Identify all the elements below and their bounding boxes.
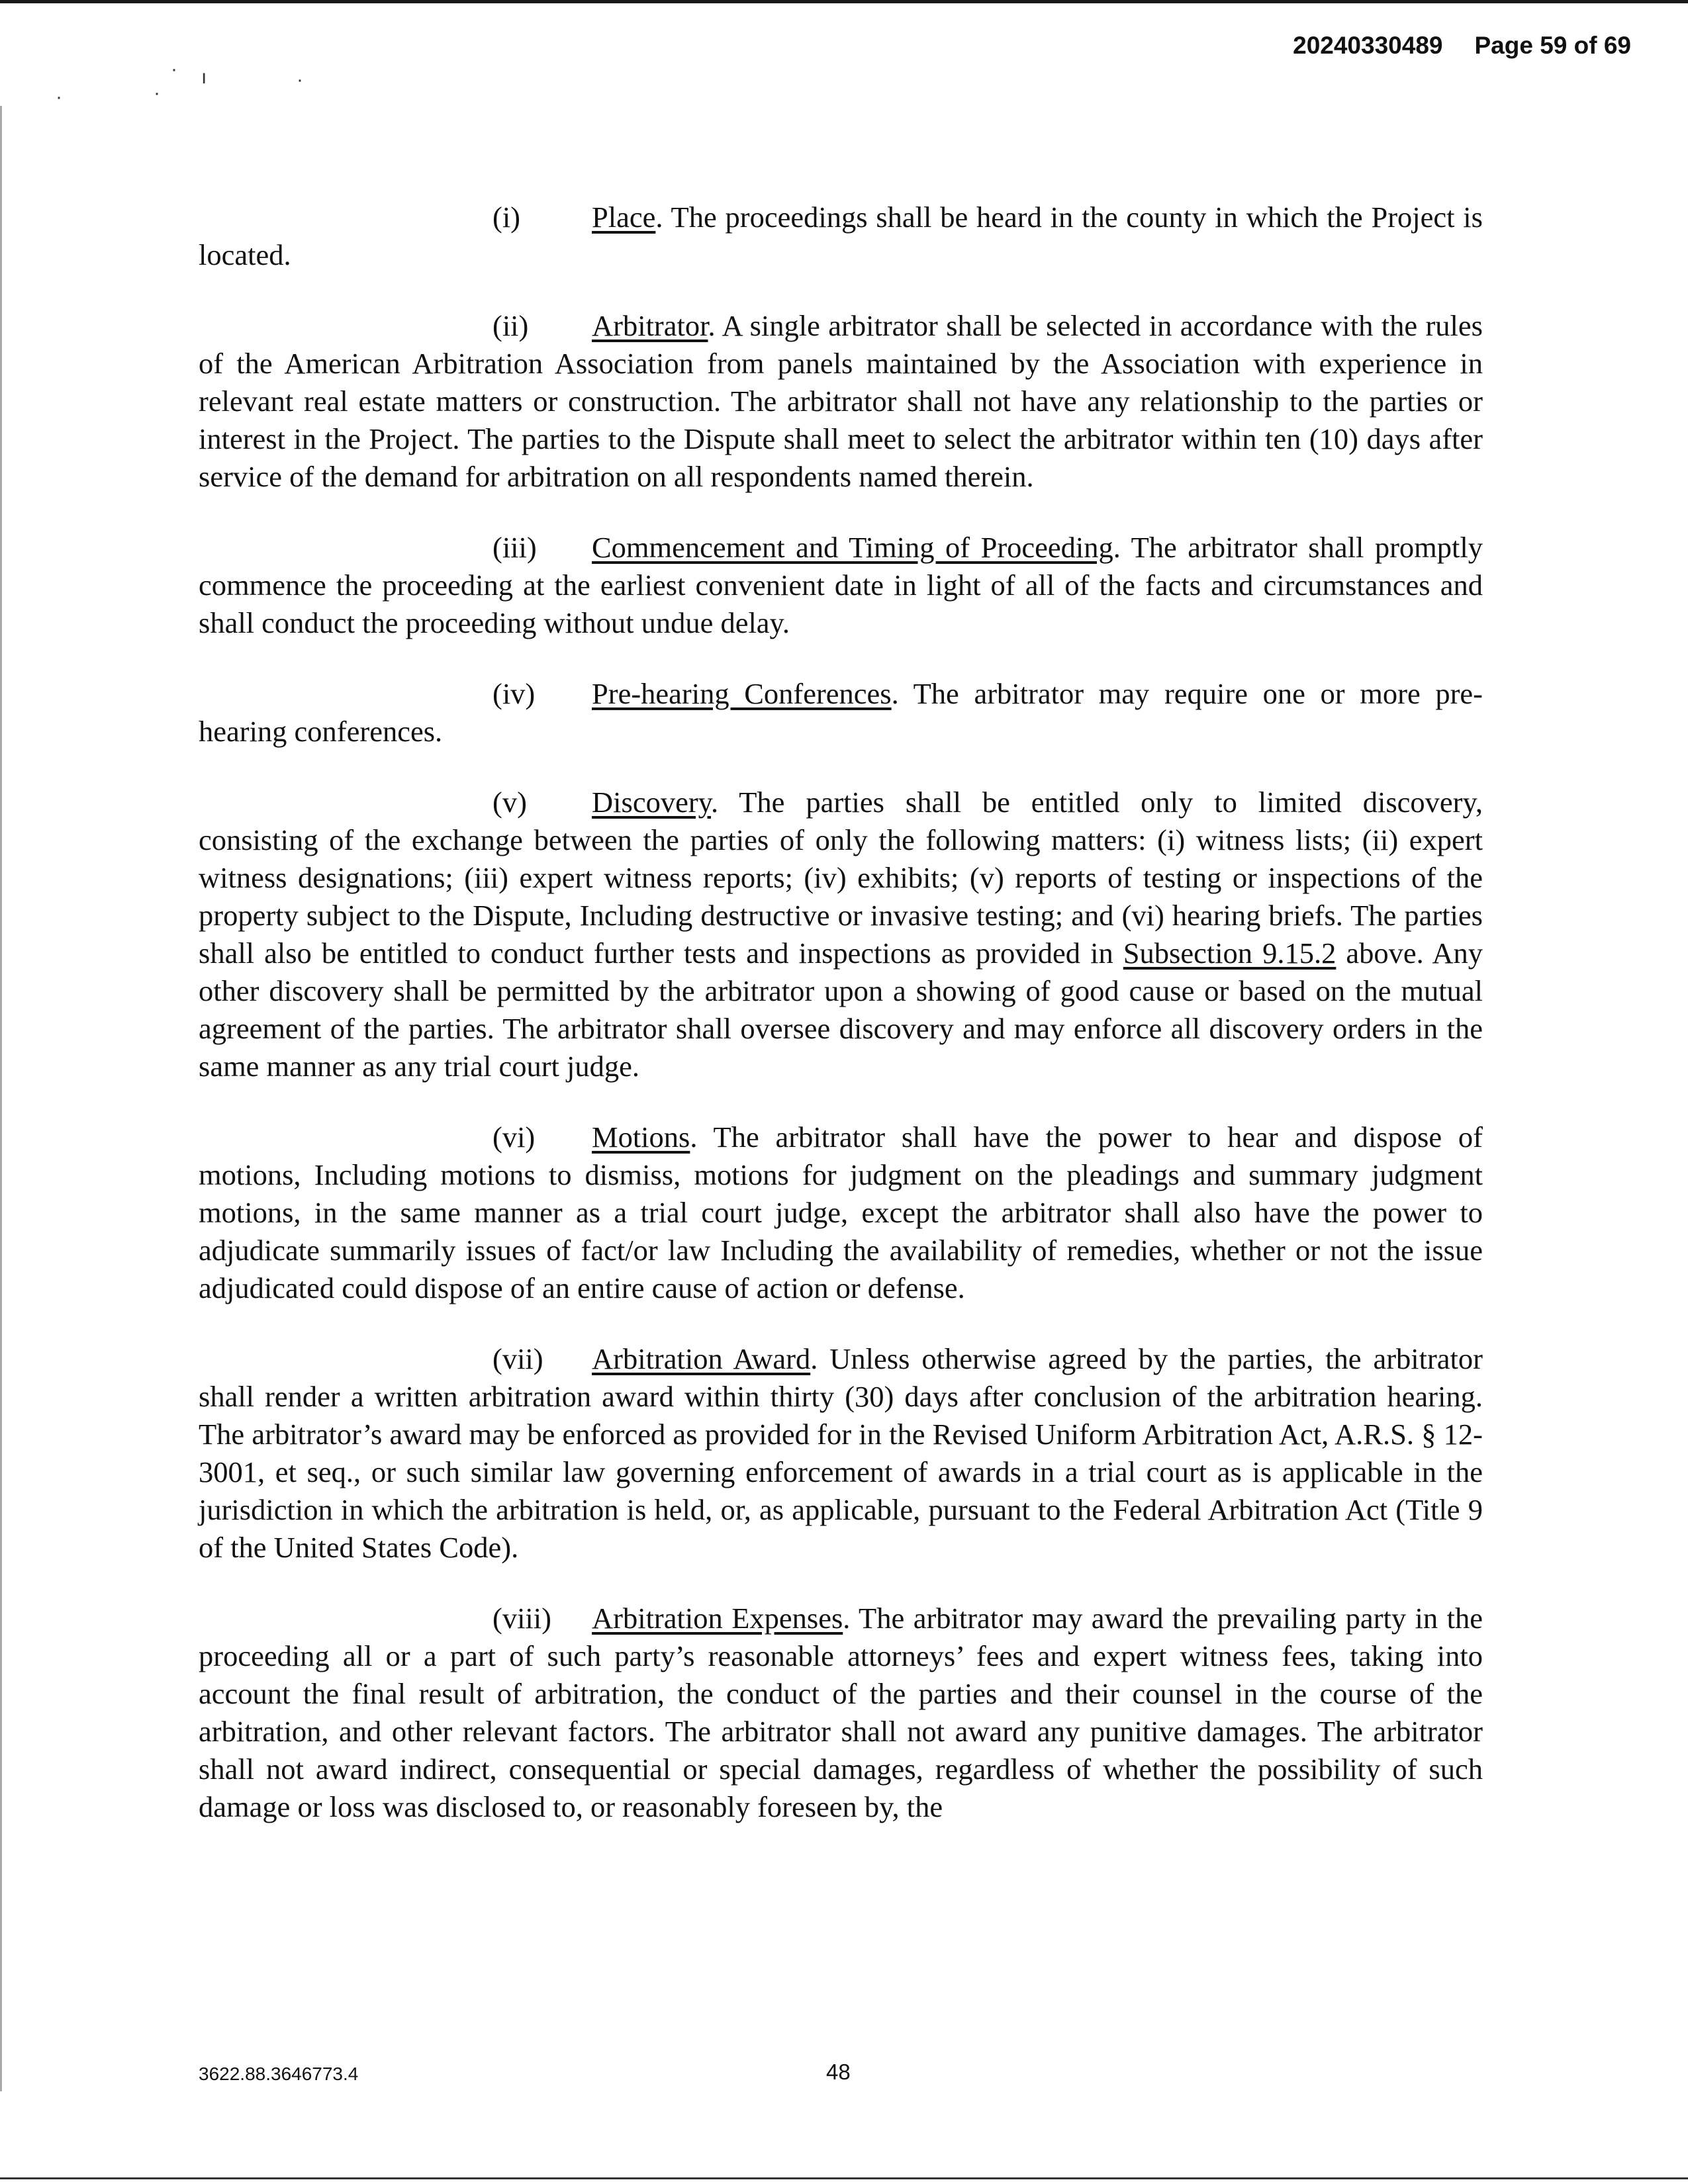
section-text: . A single arbitrator shall be selected in accordance with the rules of the American Arbitration Association from panels maintained by the Association with experience in relevant real estate matters or construction. The arbitrator shall not have any relationship to the parties or interest in the Project. The parties to the Dispute shall meet to select the arbitrator within ten (10) days after service of the demand for arbitration on all respondents named therein. [199,309,1483,493]
section-discovery [199,784,1483,1085]
section-text: . The arbitrator may award the prevailing party in the proceeding all or a part of such party’s reasonable attorneys’ fees and expert witness fees, taking into account the final result of arbitration, the conduct of the parties and their counsel in the course of the arbitration, and other relevant factors. The arbitrator shall not award any punitive damages. The arbitrator shall not award indirect, consequential or special damages, regardless of whether the possibility of such damage or loss was disclosed to, or reasonably foreseen by, the [199,1602,1483,1823]
scan-speck: ı [201,66,207,88]
section-heading: Place [592,201,656,234]
section-number: (viii) [492,1602,551,1635]
section-heading: Motions [592,1120,690,1154]
section-place [199,199,1483,274]
section-text: . The parties shall be entitled only to limited discovery, consisting of the exchange between the parties of only the following matters: (i) witness lists; (ii) expert witness designations; (iii) expert witness reports; (iv) exhibits; (v) reports of testing or inspections of the property subject to the Dispute, Including destructive or invasive testing; and (vi) hearing briefs. The parties shall also be entitled to conduct further tests and inspections as provided in [199,786,1483,970]
recording-number: 20240330489 [1293,32,1443,59]
section-motions [199,1118,1483,1307]
section-arbitration-award [199,1340,1483,1567]
page-number: 48 [826,2060,851,2084]
section-heading: Commencement and Timing of Proceeding [592,531,1113,564]
section-number: (iv) [492,677,536,710]
section-number: (ii) [492,309,529,342]
section-arbitration-expenses [199,1600,1483,1826]
section-pre-hearing [199,675,1483,751]
scan-top-border [0,0,1688,3]
page-indicator: Page 59 of 69 [1474,32,1631,59]
section-text: . The arbitrator may require one or more pre-hearing conferences. [199,677,1483,748]
section-heading: Pre-hearing Conferences [592,677,892,710]
recording-header [1293,32,1631,60]
section-number: (i) [492,201,521,234]
section-arbitrator [199,307,1483,496]
section-text: . Unless otherwise agreed by the parties, the arbitrator shall render a written arbitration award within thirty (30) days after conclusion of the arbitration hearing. The arbitrator’s award may be enforced as provided for in the Revised Uniform Arbitration Act, A.R.S. § 12-3001, et seq., or such similar law governing enforcement of awards in a trial court as is applicable in the jurisdiction in which the arbitration is held, or, as applicable, pursuant to the Federal Arbitration Act (Title 9 of the United States Code). [199,1342,1483,1564]
scan-bottom-border [0,2177,1688,2179]
section-commencement [199,529,1483,642]
document-id: 3622.88.3646773.4 [199,2064,359,2084]
section-text: . The proceedings shall be heard in the county in which the Project is located. [199,201,1483,271]
section-text: . The arbitrator shall promptly commence the proceeding at the earliest convenient date in light of all of the facts and circumstances and shall conduct the proceeding without undue delay. [199,531,1483,639]
scan-speck: · [171,58,177,80]
section-heading: Arbitration Award [592,1342,811,1375]
scan-speck: · [56,86,62,108]
section-heading: Arbitration Expenses [592,1602,843,1635]
section-number: (iii) [492,531,537,564]
cross-reference: Subsection 9.15.2 [1123,936,1336,970]
section-heading: Arbitrator [592,309,708,342]
section-number: (vi) [492,1120,536,1154]
section-heading: Discovery [592,786,711,819]
scan-speck: · [154,82,160,104]
section-text-continued: above. Any other discovery shall be permitted by the arbitrator upon a showing of good cause or based on the mutual agreement of the parties. The arbitrator shall oversee discovery and may enforce all discovery orders in the same manner as any trial court judge. [199,936,1483,1083]
scan-left-edge [0,106,2,2091]
section-number: (vii) [492,1342,543,1375]
section-text: . The arbitrator shall have the power to hear and dispose of motions, Including motions to dismiss, motions for judgment on the pleadings and summary judgment motions, in the same manner as a trial court judge, except the arbitrator shall also have the power to adjudicate summarily issues of fact/or law Including the availability of remedies, whether or not the issue adjudicated could dispose of an entire cause of action or defense. [199,1120,1483,1304]
section-number: (v) [492,786,527,819]
scan-speck: · [297,69,303,91]
document-body [199,199,1483,1859]
